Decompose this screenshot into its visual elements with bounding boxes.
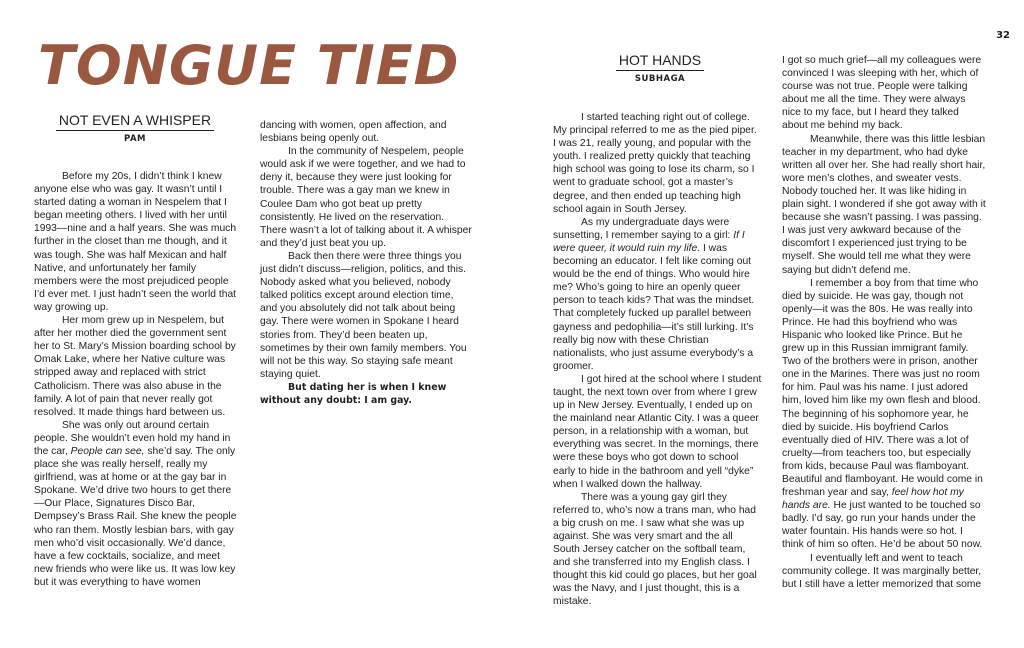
story1-paragraph: Back then there were three things you just didn’t discuss—religion, politics, and this. Nobody asked what you believed, nobody talked politics except around election time, and you absolutely did not talk about being gay. There were women in Spokane I heard stories from. They’d been beaten up, sometimes by their own family members. You will not be this way. So staying safe meant staying quiet.: [260, 250, 467, 380]
story2-byline: SUBHAGA: [634, 74, 686, 84]
story2-paragraph: I eventually left and went to teach community college. It was marginally better, but I still have a letter memorized that some: [782, 552, 982, 590]
story1-closing-line: But dating her is when I knew without any doubt: I am gay.: [260, 381, 447, 406]
story1-paragraph: She was only out around certain people. She wouldn’t even hold my hand in the car, People can see, she’d say. The only place she was really herself, really my girlfriend, was at home or at the gay bar in Spokane. We’d drive two hours to get there—Our Place, Signatures Disco Bar, Dempsey’s Brass Rail. She knew the people who ran them. Mostly lesbian bars, with gay men who’d visit occasionally. We’d dance, have a few cocktails, socialize, and meet new friends who were like us. It was low key but it was everything to have women: [34, 419, 237, 588]
story2-paragraph: Meanwhile, there was this little lesbian teacher in my department, who had dyke written all over her. She had really short hair, wore men’s clothes, and sweater vests. Nobody touched her. It was like hiding in plain sight. I wondered if she got away with it because she wasn’t passing. I was passing. I was just very awkward because of the discomfort I experienced just trying to be myself. She would tell me what they were saying but didn’t defend me.: [782, 133, 986, 276]
story2-headline: HOT HANDS: [616, 52, 704, 71]
story1-paragraph: In the community of Nespelem, people would ask if we were together, and we had to deny it, because they were just looking for trouble. There was a gay man we knew in Coulee Dam who got beat up pretty consistently. He lived on the reservation. There wasn’t a lot of talking about it. A whisper and they’d just beat you up.: [260, 146, 472, 249]
story1-quote: People can see,: [70, 445, 145, 457]
story2-quote: If I were queer, it would ruin my life.: [553, 229, 745, 254]
story1-heading: [50, 112, 220, 144]
story2-quote: feel how hot my hands are.: [782, 487, 964, 512]
page-number: 32: [996, 30, 1010, 41]
story1-paragraph: Before my 20s, I didn’t think I knew anyone else who was gay. It wasn’t until I started dating a woman in Nespelem that I began meeting others. I lived with her until 1993—nine and a half years. She was much further in the closet than me though, and it was tough. She was half Mexican and half Native, and unfortunately her family members were the most prejudiced people I’d ever met. I just hadn’t seen the world that way growing up.: [34, 171, 237, 313]
story1-column-1: [34, 170, 240, 589]
story1-paragraph: Her mom grew up in Nespelem, but after her mother died the government sent her to St. Mary’s Mission boarding school by Omak Lake, where her Native culture was stripped away and replaced with strict Catholicism. There was also abuse in the family. A lot of pain that never really got resolved. It made things hard between us.: [34, 315, 236, 418]
story2-paragraph: I got hired at the school where I student taught, the next town over from where I grew up in New Jersey. Eventually, I ended up on the mainland near Atlantic City. I was a queer person, in a relationship with a woman, but everything was secret. In the mornings, there were these boys who got down to school early to hide in the bathroom and yell “dyke” when I walked down the hallway.: [553, 373, 762, 490]
story2-paragraph: There was a young gay girl they referred to, who’s now a trans man, who had a big crush on me. I saw what she was up against. She was very smart and the all South Jersey catcher on the softball team, and she transferred into my English class. I thought this kid could go places, but her goal was the Navy, and I just thought, this is a mistake.: [553, 491, 757, 608]
story2-column-1: [553, 111, 762, 609]
story1-byline: PAM: [124, 134, 146, 144]
story2-paragraph: I remember a boy from that time who died by suicide. He was gay, though not openly—it was the 80s. He was really into Prince. He had this boyfriend who was Hispanic who looked like Prince. But he grew up in this Russian immigrant family. Two of the brothers were in prison, another one in the Marines. There was just no room for him. Paul was his name. I just adored him, loved him like my own flesh and blood. The beginning of his sophomore year, he died by suicide. His boyfriend Carlos eventually died of HIV. There was a lot of cruelty—from teachers too, but especially from kids, because Paul was flamboyant. Beautiful and flamboyant. He would come in freshman year and say, feel how hot my hands are. He just wanted to be touched so badly. I’d say, go run your hands under the water fountain. His hands were so hot. I think of him so often. He’d be about 50 now.: [782, 277, 983, 551]
story2-column-2: [782, 54, 986, 591]
story1-headline: NOT EVEN A WHISPER: [56, 112, 214, 131]
page-title: TONGUE TIED: [38, 34, 460, 97]
story2-paragraph: As my undergraduate days were sunsetting, I remember saying to a girl: If I were queer, it would ruin my life. I was becoming an educator. I felt like coming out would be the end of things. Who would hire me? Who’s going to hire an openly queer person to teach kids? That was the mindset. That completely fucked up parallel between gayness and pedophilia—it’s still lurking. It’s really big now with these Christian nationalists, who just assume everybody’s a groomer.: [553, 216, 755, 372]
story2-paragraph: I got so much grief—all my colleagues were convinced I was sleeping with her, which of course was not true. People were talking about me all the time. They were always nice to my face, but I heard they talked about me behind my back.: [782, 55, 982, 132]
story1-column-2: [260, 119, 472, 407]
story1-paragraph: dancing with women, open affection, and lesbians being openly out.: [260, 120, 447, 145]
story2-paragraph: I started teaching right out of college. My principal referred to me as the pied piper. I was 21, really young, and popular with the youth. I realized pretty quickly that teaching high school was going to lose its charm, so I went to graduate school, got a master’s degree, and then ended up teaching high school again in South Jersey.: [553, 112, 757, 215]
story2-heading: [590, 52, 730, 84]
